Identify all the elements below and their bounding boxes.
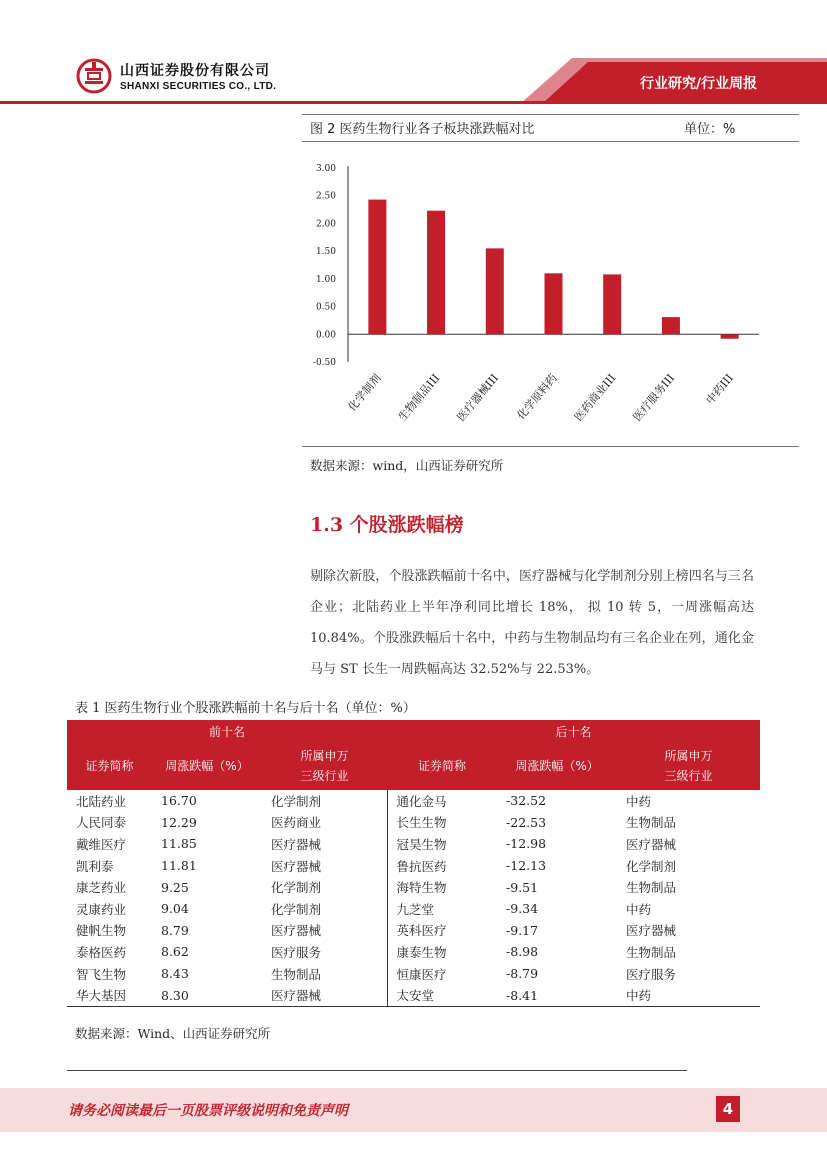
- table-cell: 灵康药业: [76, 901, 127, 917]
- table-cell: 12.29: [161, 814, 197, 830]
- table-cell: -8.41: [497, 984, 617, 1006]
- page-number: 4: [716, 1096, 740, 1122]
- table-row: [67, 833, 760, 855]
- table-row: [67, 855, 760, 877]
- table-cell: 医疗器械: [626, 836, 677, 852]
- table-cell: 8.62: [161, 944, 189, 960]
- col-header-industry-bottom-line2: 三级行业: [664, 769, 713, 783]
- table-cell: 8.79: [161, 922, 189, 938]
- shanxi-securities-logo-icon: [76, 58, 112, 94]
- figure-source: 数据来源：wind，山西证券研究所: [310, 458, 504, 473]
- table-cell: 冠昊生物: [387, 833, 497, 855]
- figure-top-rule: [302, 114, 799, 115]
- report-type-label: 行业研究/行业周报: [640, 76, 758, 92]
- table-cell: 医疗器械: [271, 836, 322, 852]
- table-row: [67, 812, 760, 834]
- table-cell: 康芝药业: [76, 880, 127, 896]
- table-cell: -12.13: [506, 858, 547, 874]
- col-header-industry-bottom-line1: 所属申万: [664, 749, 713, 763]
- y-tick-label: -0.50: [312, 358, 336, 368]
- table-cell: 中药: [626, 793, 652, 809]
- y-tick-label: 0.50: [315, 302, 336, 313]
- y-tick-label: 1.00: [315, 274, 336, 285]
- chart-bar: [427, 211, 445, 335]
- table-cell: 9.25: [161, 879, 189, 895]
- table-row: [67, 984, 760, 1006]
- chart-bar: [721, 334, 739, 338]
- x-category-label: 医疗器械III: [454, 371, 502, 424]
- y-tick-label: 1.50: [315, 247, 336, 258]
- figure-bottom-rule: [302, 446, 799, 447]
- y-tick-label: 2.50: [315, 191, 336, 202]
- top-bottom-stocks-table: [67, 720, 760, 1007]
- table-cell: 华大基因: [67, 984, 152, 1006]
- group-header-bottom: 后十名: [387, 720, 760, 742]
- table-cell: 长生生物: [387, 812, 497, 834]
- col-header-industry-top: [262, 742, 387, 790]
- disclaimer-note: 请务必阅读最后一页股票评级说明和免责声明: [68, 1103, 348, 1119]
- table-cell: 医疗器械: [271, 858, 322, 874]
- table-cell: 生物制品: [626, 944, 677, 960]
- table-cell: 生物制品: [626, 815, 677, 831]
- col-header-industry-top-line2: 三级行业: [300, 769, 349, 783]
- figure-unit: 单位：%: [684, 122, 736, 137]
- table-cell: -9.34: [506, 901, 539, 917]
- table-cell: 8.30: [152, 984, 262, 1006]
- x-category-label: 化学制剂: [345, 371, 384, 414]
- table-cell: 化学制剂: [271, 901, 322, 917]
- table-cell: 鲁抗医药: [387, 855, 497, 877]
- col-header-industry-bottom: [617, 742, 760, 790]
- table-cell: 医疗服务: [271, 944, 322, 960]
- table-cell: 化学制剂: [271, 880, 322, 896]
- col-header-change-top: 周涨跌幅（%）: [152, 742, 262, 790]
- x-category-label: 生物制品III: [395, 371, 443, 424]
- x-category-label: 化学原料药: [514, 371, 560, 423]
- table-row: [67, 920, 760, 942]
- table-cell: 生物制品: [271, 966, 322, 982]
- x-category-label: 医疗服务III: [630, 371, 678, 424]
- table-cell: 康泰生物: [387, 941, 497, 963]
- table-cell: -8.98: [506, 944, 539, 960]
- y-tick-label: 2.00: [315, 219, 336, 230]
- x-category-label: 中药III: [703, 371, 736, 407]
- table-cell: 医疗器械: [271, 923, 322, 939]
- table-row: [67, 898, 760, 920]
- table-cell: 智飞生物: [76, 966, 127, 982]
- table-cell: 戴维医疗: [76, 836, 127, 852]
- table-source: 数据来源：Wind、山西证券研究所: [75, 1026, 271, 1041]
- section-paragraph: 剔除次新股，个股涨跌幅前十名中，医疗器械与化学制剂分别上榜四名与三名企业；北陆药业上半年净利同比增长 18%， 拟 10 转 5，一周涨幅高达 10.84%。个股涨跌幅后十名中，中药与生物制品均有三名企业在列，通化金马与 ST 长生一周跌幅高达 32.52%与 22.53%。: [310, 569, 754, 677]
- table-cell: -12.98: [506, 836, 547, 852]
- table-cell: 化学制剂: [271, 793, 322, 809]
- table-cell: 通化金马: [387, 790, 497, 812]
- company-name-en: SHANXI SECURITIES CO., LTD.: [120, 81, 277, 92]
- table-cell: 11.85: [161, 836, 197, 852]
- subsector-change-bar-chart: [302, 150, 799, 440]
- table-cell: 中药: [617, 984, 760, 1006]
- table-cell: -9.17: [506, 922, 539, 938]
- section-heading: 1.3 个股涨跌幅榜: [310, 514, 464, 536]
- table-cell: 化学制剂: [626, 858, 677, 874]
- table-cell: 九芝堂: [387, 898, 497, 920]
- y-tick-label: 3.00: [315, 164, 336, 174]
- chart-bar: [662, 317, 680, 334]
- table-cell: -22.53: [506, 814, 547, 830]
- table-cell: 11.81: [161, 858, 197, 874]
- footer-rule: [67, 1070, 687, 1071]
- col-header-industry-top-line1: 所属申万: [300, 749, 349, 763]
- table-row: [67, 876, 760, 898]
- table-title: 表 1 医药生物行业个股涨跌幅前十名与后十名（单位：%）: [75, 701, 416, 716]
- table-cell: 中药: [626, 901, 652, 917]
- x-category-label: 医药商业III: [571, 371, 619, 424]
- table-cell: 北陆药业: [76, 793, 127, 809]
- table-cell: -8.79: [506, 966, 539, 982]
- header-divider: [0, 101, 827, 104]
- chart-bar: [603, 274, 621, 334]
- table-cell: 生物制品: [626, 880, 677, 896]
- table-cell: 9.04: [161, 901, 189, 917]
- table-cell: 泰格医药: [76, 944, 127, 960]
- table-cell: 凯利泰: [76, 858, 114, 874]
- table-cell: 医疗服务: [626, 966, 677, 982]
- chart-bar: [486, 248, 504, 334]
- y-tick-label: 0.00: [315, 330, 336, 341]
- col-header-change-bottom: 周涨跌幅（%）: [497, 742, 617, 790]
- table-cell: 医疗器械: [262, 984, 387, 1006]
- table-cell: 太安堂: [387, 984, 497, 1006]
- table-row: [67, 941, 760, 963]
- company-name-cn: 山西证券股份有限公司: [120, 63, 270, 79]
- figure-header-rule: [302, 141, 799, 142]
- table-cell: 医药商业: [271, 815, 322, 831]
- table-cell: 海特生物: [387, 876, 497, 898]
- group-header-top: 前十名: [67, 720, 387, 742]
- table-cell: 医疗器械: [626, 923, 677, 939]
- table-cell: 英科医疗: [387, 920, 497, 942]
- table-row: [67, 790, 760, 812]
- chart-bar: [545, 273, 563, 334]
- figure-title: 图 2 医药生物行业各子板块涨跌幅对比: [310, 122, 535, 137]
- table-row: [67, 963, 760, 985]
- col-header-name-bottom: 证券简称: [387, 742, 497, 790]
- table-cell: -9.51: [506, 879, 539, 895]
- table-cell: 人民同泰: [76, 815, 127, 831]
- chart-bar: [368, 200, 386, 335]
- table-cell: 8.43: [161, 966, 189, 982]
- table-cell: 恒康医疗: [387, 963, 497, 985]
- table-cell: 健帆生物: [76, 923, 127, 939]
- table-cell: 16.70: [161, 793, 197, 809]
- table-cell: -32.52: [506, 793, 547, 809]
- col-header-name-top: 证券简称: [67, 742, 152, 790]
